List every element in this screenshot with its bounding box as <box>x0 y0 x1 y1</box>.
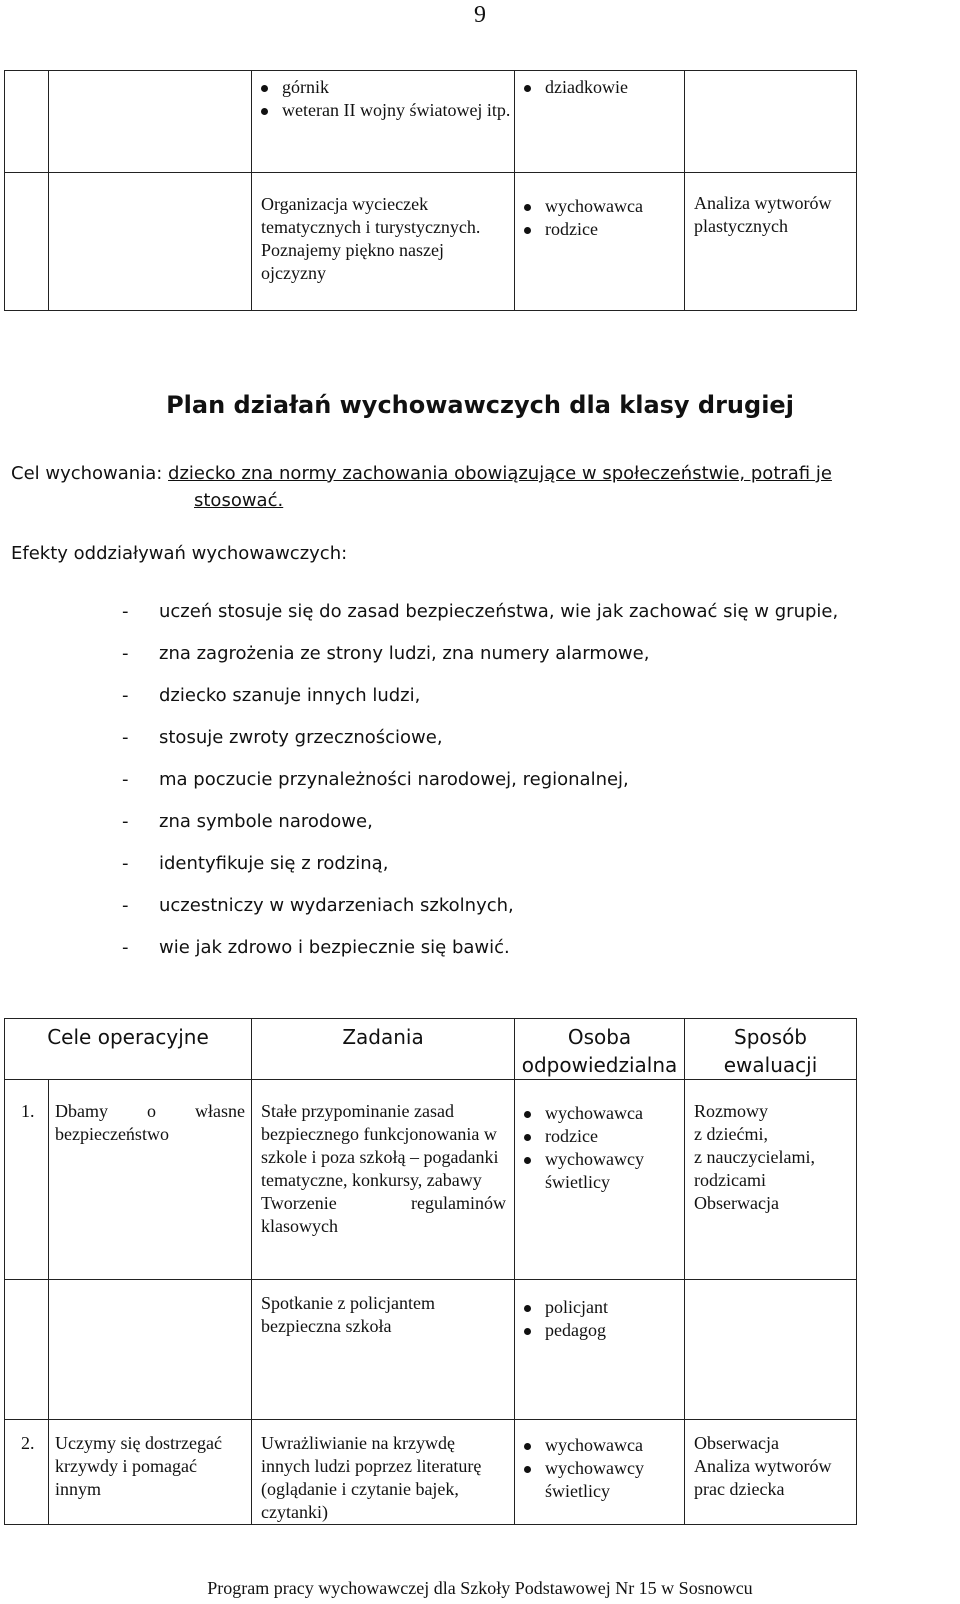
effects-heading: Efekty oddziaływań wychowawczych: <box>11 543 348 564</box>
list-item: wychowawcy świetlicy <box>519 1457 680 1503</box>
dash-marker: - <box>122 811 129 832</box>
plan-title: Plan działań wychowawczych dla klasy drugiej <box>166 391 794 419</box>
list-item: - zna symbole narodowe, <box>122 811 373 832</box>
dash-marker: - <box>122 853 129 874</box>
table-cell <box>685 71 857 173</box>
dash-marker: - <box>122 643 129 664</box>
list-item: - identyfikuje się z rodziną, <box>122 853 389 874</box>
table-row <box>5 173 857 311</box>
effects-list <box>122 600 838 978</box>
goal-label: Cel wychowania: <box>11 463 163 484</box>
plan-table <box>4 1018 857 1525</box>
list-item: weteran II wojny światowej itp. <box>256 99 514 122</box>
table-row <box>5 71 857 173</box>
list-item: policjant <box>519 1296 680 1319</box>
goal-cell: Uczymy się dostrzegać krzywdy i pomagać innym <box>49 1420 252 1525</box>
list-item: - zna zagrożenia ze strony ludzi, zna numery alarmowe, <box>122 643 650 664</box>
list-item: - uczeń stosuje się do zasad bezpieczeństwa, wie jak zachować się w grupie, <box>122 601 839 622</box>
table-header-row <box>5 1019 857 1080</box>
responsible-cell <box>515 1280 685 1420</box>
task-cell: Stałe przypominanie zasad bezpiecznego funkcjonowania w szkole i poza szkołą – pogadanki tematyczne, konkursy, zabawy Tworzenie regulaminów klasowych <box>252 1080 515 1280</box>
dash-marker: - <box>122 727 129 748</box>
list-item: - dziecko szanuje innych ludzi, <box>122 685 421 706</box>
header-responsible: Osoba odpowiedzialna <box>515 1019 685 1080</box>
dash-marker: - <box>122 769 129 790</box>
dash-marker: - <box>122 937 129 958</box>
task-cell: Spotkanie z policjantem bezpieczna szkoła <box>252 1280 515 1420</box>
top-table <box>4 70 857 311</box>
list-item: wychowawca <box>519 1102 680 1125</box>
table-cell <box>5 1280 49 1420</box>
list-item: - uczestniczy w wydarzeniach szkolnych, <box>122 895 514 916</box>
evaluation-cell: Rozmowy z dziećmi, z nauczycielami, rodzicami Obserwacja <box>685 1080 857 1280</box>
list-item: górnik <box>256 76 514 99</box>
list-item: pedagog <box>519 1319 680 1342</box>
list-item: rodzice <box>519 218 684 241</box>
footer: Program pracy wychowawczej dla Szkoły Podstawowej Nr 15 w Sosnowcu <box>207 1578 753 1598</box>
table-cell <box>49 1280 252 1420</box>
task-cell: Organizacja wycieczek tematycznych i turystycznych. Poznajemy piękno naszej ojczyzny <box>252 173 515 311</box>
list-item: wychowawcy świetlicy <box>519 1148 680 1194</box>
table-cell <box>685 1280 857 1420</box>
dash-marker: - <box>122 685 129 706</box>
table-cell <box>49 173 252 311</box>
list-item: - wie jak zdrowo i bezpiecznie się bawić. <box>122 937 510 958</box>
table-cell <box>252 71 515 173</box>
table-cell <box>5 173 49 311</box>
table-row <box>5 1280 857 1420</box>
list-item: wychowawca <box>519 195 684 218</box>
table-row <box>5 1420 857 1525</box>
dash-marker: - <box>122 601 129 622</box>
responsible-cell <box>515 1420 685 1525</box>
list-item: - ma poczucie przynależności narodowej, regionalnej, <box>122 769 629 790</box>
list-item: dziadkowie <box>519 76 684 99</box>
table-cell <box>49 71 252 173</box>
row-number: 2. <box>5 1420 49 1525</box>
header-tasks: Zadania <box>252 1019 515 1080</box>
task-cell: Uwrażliwianie na krzywdę innych ludzi poprzez literaturę (oglądanie i czytanie bajek, czytanki) <box>252 1420 515 1525</box>
evaluation-cell: Analiza wytworów plastycznych <box>685 173 857 311</box>
dash-marker: - <box>122 895 129 916</box>
goal-cell: Dbamy o własne bezpieczeństwo <box>49 1080 252 1280</box>
evaluation-cell: Obserwacja Analiza wytworów prac dziecka <box>685 1420 857 1525</box>
list-item: - stosuje zwroty grzecznościowe, <box>122 727 443 748</box>
goal-text-continued: stosować. <box>194 490 284 511</box>
goal-block <box>11 460 832 514</box>
header-goals: Cele operacyjne <box>5 1019 252 1080</box>
table-cell <box>515 173 685 311</box>
table-cell <box>5 71 49 173</box>
row-number: 1. <box>5 1080 49 1280</box>
responsible-cell <box>515 1080 685 1280</box>
header-evaluation: Sposób ewaluacji <box>685 1019 857 1080</box>
list-item: wychowawca <box>519 1434 680 1457</box>
list-item: rodzice <box>519 1125 680 1148</box>
page-number: 9 <box>474 2 486 28</box>
table-row <box>5 1080 857 1280</box>
table-cell <box>515 71 685 173</box>
goal-text: dziecko zna normy zachowania obowiązujące w społeczeństwie, potrafi je <box>168 463 832 484</box>
